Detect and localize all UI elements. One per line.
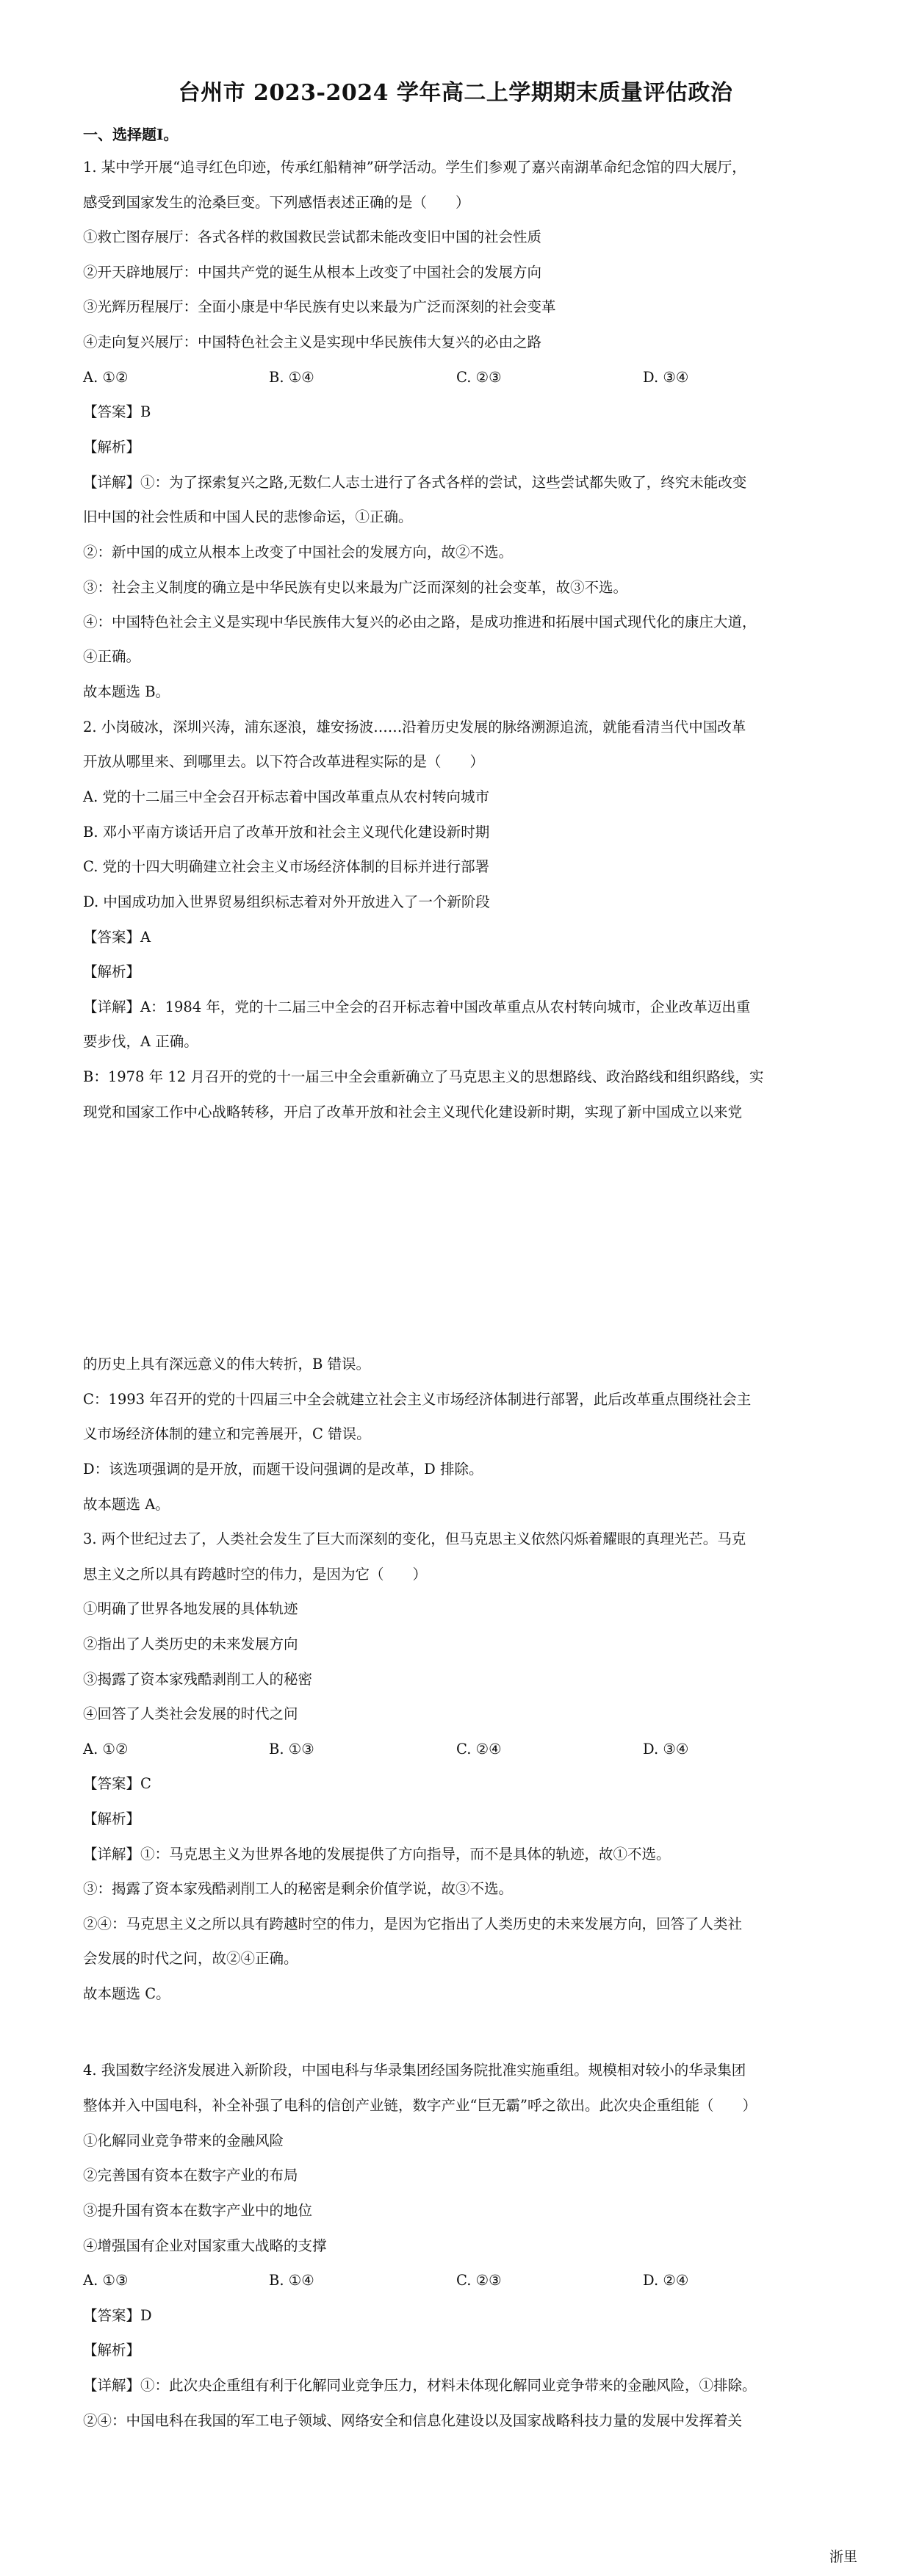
q4-option-a: A. ①③ (83, 2272, 129, 2289)
q2-stem-line-1: 2. 小岗破冰，深圳兴涛，浦东逐浪，雄安扬波……沿着历史发展的脉络溯源追流，就能看清当代中国改革 (83, 719, 746, 735)
q2-detail-6: C：1993 年召开的党的十四届三中全会就建立社会主义市场经济体制进行部署，此后改革重点围绕社会主 (83, 1391, 752, 1408)
q4-analysis-label: 【解析】 (83, 2342, 141, 2359)
q4-answer: 【答案】D (83, 2307, 152, 2324)
q4-statement-4: ④增强国有企业对国家重大战略的支撑 (83, 2237, 327, 2254)
footer-mark: 浙里 (829, 2549, 857, 2565)
page-title: 台州市 2023-2024 学年高二上学期期末质量评估政治 (178, 80, 733, 106)
q1-option-a: A. ①② (83, 369, 129, 386)
q3-stem-line-2: 思主义之所以具有跨越时空的伟力，是因为它（ ） (83, 1566, 428, 1583)
q3-analysis-label: 【解析】 (83, 1810, 141, 1827)
q1-stem-line-1: 1. 某中学开展“追寻红色印迹，传承红船精神”研学活动。学生们参观了嘉兴南湖革命纪念馆的四大展厅， (83, 159, 746, 176)
q2-detail-7: 义市场经济体制的建立和完善展开，C 错误。 (83, 1425, 371, 1442)
q1-option-d: D. ③④ (643, 369, 689, 386)
q1-analysis-label: 【解析】 (83, 439, 141, 456)
q3-statement-3: ③揭露了资本家残酷剥削工人的秘密 (83, 1671, 313, 1688)
q1-detail-6: ④正确。 (83, 648, 141, 665)
q4-stem-line-1: 4. 我国数字经济发展进入新阶段，中国电科与华录集团经国务院批准实施重组。规模相对较小的华录集团 (83, 2062, 746, 2079)
q2-option-a: A. 党的十二届三中全会召开标志着中国改革重点从农村转向城市 (83, 788, 489, 805)
q2-conclusion: 故本题选 A。 (83, 1496, 170, 1513)
q4-statement-3: ③提升国有资本在数字产业中的地位 (83, 2202, 313, 2219)
q3-stem-line-1: 3. 两个世纪过去了，人类社会发生了巨大而深刻的变化，但马克思主义依然闪烁着耀眼的真理光芒。马克 (83, 1530, 746, 1547)
q1-answer: 【答案】B (83, 403, 151, 420)
q1-detail-3: ②：新中国的成立从根本上改变了中国社会的发展方向，故②不选。 (83, 544, 514, 561)
q2-stem-line-2: 开放从哪里来、到哪里去。以下符合改革进程实际的是（ ） (83, 753, 485, 770)
q3-detail-1: 【详解】①：马克思主义为世界各地的发展提供了方向指导，而不是具体的轨迹，故①不选。 (83, 1846, 671, 1863)
q3-conclusion: 故本题选 C。 (83, 1985, 170, 2002)
q1-option-c: C. ②③ (456, 369, 502, 386)
q1-statement-3: ③光辉历程展厅：全面小康是中华民族有史以来最为广泛而深刻的社会变革 (83, 298, 556, 315)
q3-option-b: B. ①③ (269, 1741, 314, 1757)
q1-statement-1: ①救亡图存展厅：各式各样的救国救民尝试都未能改变旧中国的社会性质 (83, 229, 542, 245)
q1-detail-2: 旧中国的社会性质和中国人民的悲惨命运，①正确。 (83, 508, 413, 525)
q3-option-d: D. ③④ (643, 1741, 689, 1757)
q1-conclusion: 故本题选 B。 (83, 683, 170, 700)
q2-answer: 【答案】A (83, 929, 151, 946)
q3-statement-4: ④回答了人类社会发展的时代之问 (83, 1705, 298, 1722)
q3-detail-3: ②④：马克思主义之所以具有跨越时空的伟力，是因为它指出了人类历史的未来发展方向，回答了人类社 (83, 1915, 743, 1932)
q4-option-c: C. ②③ (456, 2272, 502, 2289)
q2-detail-1: 【详解】A：1984 年，党的十二届三中全会的召开标志着中国改革重点从农村转向城市，企业改革迈出重 (83, 999, 751, 1015)
q3-detail-4: 会发展的时代之问，故②④正确。 (83, 1950, 298, 1967)
q2-detail-8: D：该选项强调的是开放，而题干设问强调的是改革，D 排除。 (83, 1461, 483, 1478)
section-heading: 一、选择题Ⅰ。 (83, 126, 179, 143)
q3-statement-2: ②指出了人类历史的未来发展方向 (83, 1636, 298, 1652)
q2-detail-4: 现党和国家工作中心战略转移，开启了改革开放和社会主义现代化建设新时期，实现了新中国成立以来党 (83, 1104, 743, 1120)
q4-statement-2: ②完善国有资本在数字产业的布局 (83, 2167, 298, 2184)
q3-statement-1: ①明确了世界各地发展的具体轨迹 (83, 1600, 298, 1617)
q3-option-c: C. ②④ (456, 1741, 502, 1757)
q4-option-b: B. ①④ (269, 2272, 314, 2289)
q1-detail-4: ③：社会主义制度的确立是中华民族有史以来最为广泛而深刻的社会变革，故③不选。 (83, 579, 628, 596)
q4-detail-2: ②④：中国电科在我国的军工电子领域、网络安全和信息化建设以及国家战略科技力量的发展中发挥着关 (83, 2412, 743, 2429)
q2-detail-5: 的历史上具有深远意义的伟大转折，B 错误。 (83, 1356, 371, 1372)
q3-answer: 【答案】C (83, 1775, 151, 1792)
q1-detail-1: 【详解】①：为了探索复兴之路,无数仁人志士进行了各式各样的尝试，这些尝试都失败了，终究未能改变 (83, 474, 747, 491)
q2-detail-3: B：1978 年 12 月召开的党的十一届三中全会重新确立了马克思主义的思想路线、政治路线和组织路线，实 (83, 1068, 764, 1085)
q4-detail-1: 【详解】①：此次央企重组有利于化解同业竞争压力，材料未体现化解同业竞争带来的金融风险，①排除。 (83, 2377, 757, 2394)
q1-statement-2: ②开天辟地展厅：中国共产党的诞生从根本上改变了中国社会的发展方向 (83, 264, 542, 281)
q1-statement-4: ④走向复兴展厅：中国特色社会主义是实现中华民族伟大复兴的必由之路 (83, 334, 542, 350)
q4-option-d: D. ②④ (643, 2272, 689, 2289)
q2-analysis-label: 【解析】 (83, 963, 141, 980)
q1-detail-5: ④：中国特色社会主义是实现中华民族伟大复兴的必由之路，是成功推进和拓展中国式现代化的康庄大道， (83, 614, 757, 630)
q2-detail-2: 要步伐，A 正确。 (83, 1033, 198, 1050)
q4-statement-1: ①化解同业竞争带来的金融风险 (83, 2132, 284, 2149)
q4-stem-line-2: 整体并入中国电科，补全补强了电科的信创产业链，数字产业“巨无霸”呼之欲出。此次央企重组能（ ） (83, 2097, 757, 2114)
q3-detail-2: ③：揭露了资本家残酷剥削工人的秘密是剩余价值学说，故③不选。 (83, 1880, 514, 1897)
q2-option-c: C. 党的十四大明确建立社会主义市场经济体制的目标并进行部署 (83, 858, 490, 875)
q1-stem-line-2: 感受到国家发生的沧桑巨变。下列感悟表述正确的是（ ） (83, 194, 470, 211)
q2-option-b: B. 邓小平南方谈话开启了改革开放和社会主义现代化建设新时期 (83, 824, 490, 841)
q3-option-a: A. ①② (83, 1741, 129, 1757)
q2-option-d: D. 中国成功加入世界贸易组织标志着对外开放进入了一个新阶段 (83, 893, 490, 910)
q1-option-b: B. ①④ (269, 369, 314, 386)
